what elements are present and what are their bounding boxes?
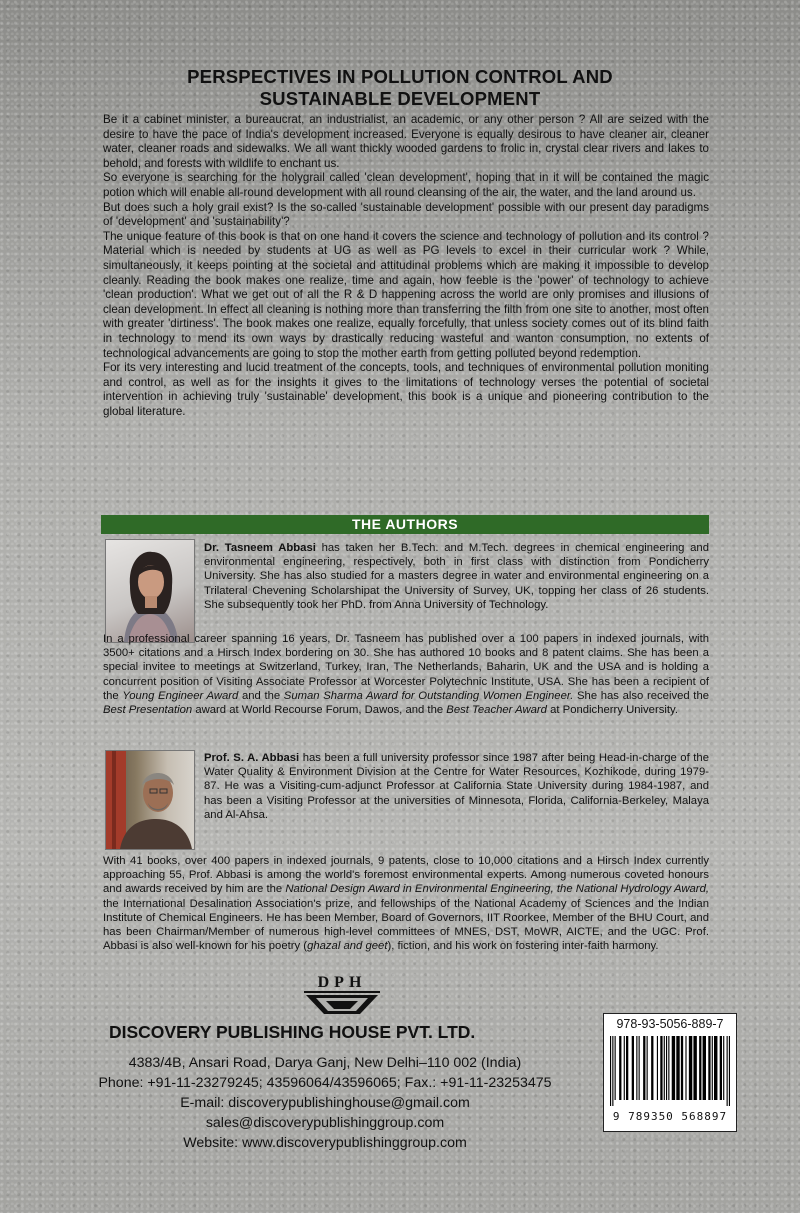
award-name: Suman Sharma Award for Outstanding Women Engineer. [283,689,574,702]
bio-text: award at World Recourse Forum, Dawos, and the [192,704,447,717]
bio-text: the International Desalination Association's prize, and fellowships of the National Academy of Sciences and the Indian Institute of Chemical Engineers. He has been Member, Board of Governors, IIT Roorkee, Member of the BHU Court, and has been Chairman/Member of numerous high-level committees of MNES, DST, MoWR, AICTE, and the UGC. Prof. Abbasi is also well-known for his poetry ( [103,897,709,953]
bio-text: With 41 books, over 400 papers in indexed journals, 9 patents, close to 10,000 citations and a Hirsch Index currently approaching 55, Prof. Abbasi is among the world's foremost environmental experts. Among numerous coveted honours and awards received by him are the [103,855,709,896]
barcode-bar [632,1036,634,1100]
publisher-website: Website: www.discoverypublishinggroup.com [183,1135,467,1151]
author-bio-abbasi-career [103,854,709,953]
award-name: Young Engineer Award [122,689,239,702]
barcode-bar [610,1036,611,1106]
poetry-genres: ghazal and geet [307,940,388,953]
bio-text: has been a full university professor since 1987 after being Head-in-charge of the Water Quality & Environment Division at the Centre for Water Resources, Kozhikode, during 1979-87. He was a Visiting-cum-adjunct Professor at California State University during 1984-1987, and has been a Visiting Professor at the universities of Minnesota, Florida, California-Berkeley, Malaya and Al-Ahsa. [204,752,709,821]
barcode-bar [660,1036,662,1100]
publisher-sales-email: sales@discoverypublishinggroup.com [205,1115,445,1131]
bio-text: She has also received the [573,689,710,702]
logo-text: DPH [317,974,367,991]
barcode-bar [626,1036,628,1100]
barcode-bar [729,1036,730,1106]
barcode-bar [712,1036,713,1100]
award-name: Best Teacher Award [446,704,547,717]
barcode-bar [685,1036,686,1100]
award-name: Best Presentation [103,704,193,717]
author-name-tasneem: Dr. Tasneem Abbasi [204,542,316,554]
barcode-bar [689,1036,692,1100]
barcode-bar [612,1036,613,1106]
author-bio-tasneem-career [103,632,709,717]
description-paragraph: So everyone is searching for the holygrail called 'clean development', hoping that in it will be contained the magic potion which will enable all-round development with all round cleansing of the air, the water, and the land around us. [103,171,709,199]
author-bio-tasneem-intro [204,541,709,612]
barcode-digits: 9 789350 568897 [612,1110,728,1123]
bio-text: has taken her B.Tech. and M.Tech. degrees in chemical engineering and environmental engineering, respectively, both in first class with distinction from Pondicherry University. She has also studied for a masters degree in water and environmental engineering on a Trilateral Chevening Scholarshipat the University of Survey, UK, topping her class of 26 students. She subsequently took her PhD. from Anna University of Technology. [204,542,710,611]
barcode-bar [619,1036,621,1100]
barcode-bar [699,1036,701,1100]
publisher-name: DISCOVERY PUBLISHING HOUSE PVT. LTD. [109,1022,476,1042]
barcode-bar [657,1036,658,1100]
bio-text: In a professional career spanning 16 years, Dr. Tasneem has published over a 100 papers in indexed journals, with 3500+ citations and a Hirsch Index bordering on 30. She has authored 10 books and 8 patent claims. She has been a special invitee to meetings at Switzerland, Turkey, Iran, The Netherlands, Baharin, UK and the USA and is holding a concurrent position of Visiting Associate Professor at Worcester Polytechnic Institute, USA. She has been a recipient of the [103,633,709,702]
award-name: National Design Award in Environmental Engineering, the National Hydrology Award, [285,883,709,896]
description-paragraph: For its very interesting and lucid treatment of the concepts, tools, and techniques of environmental pollution moniting and control, as well as for the insights it gives to the limitations of technology verses the potential of societal intervention in achieving truly 'sustainable' development, this book is a unique and pioneering contribution to the global literature. [103,361,709,418]
barcode-bar [720,1036,722,1100]
barcode-bar [714,1036,717,1100]
bio-text: at Pondicherry University. [546,704,678,717]
bio-text: and the [238,689,284,702]
barcode-bar [664,1036,665,1100]
book-description [103,113,709,419]
title-line-2: SUSTAINABLE DEVELOPMENT [259,88,541,109]
barcode-bar [703,1036,706,1100]
author-photo-abbasi [105,750,195,850]
barcode-bar [647,1036,648,1100]
barcode-bar [708,1036,710,1100]
barcode-bar [668,1036,669,1100]
bio-text: ), fiction, and his work on fostering inter-faith harmony. [387,940,659,953]
publisher-logo [300,972,384,1016]
description-paragraph: Be it a cabinet minister, a bureaucrat, an industrialist, an academic, or any other person ? All are seized with the desire to have the pace of India's development increased. Everyone is equally desirous to have cleaner air, cleaner water, cleaner roads and sidewalks. We all want thickly wooded gardens to frolic in, crystal clear rivers and lakes to behold, and forests with wildlife to enchant us. [103,113,709,170]
barcode-bar [615,1036,616,1100]
barcode-bar [676,1036,679,1100]
barcode-bar [727,1036,728,1106]
description-paragraph: The unique feature of this book is that on one hand it covers the science and technology of pollution and its control ? Material which is needed by students at UG as well as PG levels to excel in their curricular work ? While, simultaneously, it keeps pointing at the societal and attitudinal problems which are making it impossible to develop cleanly. Reading the book makes one realize, time and again, how feeble is the 'power' of technology to achieve 'clean production'. What we get out of all the R & D happening across the world are only promises and illusions of clean development. In effect all cleaning is nothing more than transferring the filth from one site to another, most often with greater 'dirtiness'. The book makes one realize, equally forcefully, that unless society comes out of its blind faith in technology to mend its own ways by drastically reducing wasteful and wanton consumption, no extents of technological advancements are going to stop the mother earth from getting polluted beyond redemption. [103,229,709,360]
author-photo-tasneem [105,539,195,643]
publisher-phone: Phone: +91-11-23279245; 43596064/43596065; Fax.: +91-11-23253475 [98,1075,552,1091]
barcode-bar [639,1036,640,1100]
barcode-bars [610,1036,730,1106]
barcode-bar [672,1036,675,1100]
publisher-email: E-mail: discoverypublishinghouse@gmail.com [180,1095,470,1111]
barcode-bar [643,1036,645,1100]
book-title [100,66,700,110]
barcode-bar [636,1036,637,1100]
authors-heading: THE AUTHORS [101,515,709,534]
description-paragraph: But does such a holy grail exist? Is the so-called 'sustainable development' possible with our present day paradigms of 'development' and 'sustainability'? [103,200,709,229]
barcode-bar [624,1036,625,1100]
barcode-bar [666,1036,667,1100]
publisher-address: 4383/4B, Ansari Road, Darya Ganj, New Delhi–110 002 (India) [128,1055,522,1071]
isbn-barcode [603,1013,737,1132]
title-line-1: PERSPECTIVES IN POLLUTION CONTROL AND [187,66,613,87]
barcode-bar [723,1036,724,1100]
author-bio-abbasi-intro [204,751,709,822]
barcode-bar [693,1036,696,1100]
publisher-contact [55,1053,595,1153]
author-name-abbasi: Prof. S. A. Abbasi [204,752,300,764]
isbn-number: 978-93-5056-889-7 [616,1017,724,1031]
barcode-bar [681,1036,683,1100]
barcode-bar [651,1036,653,1100]
